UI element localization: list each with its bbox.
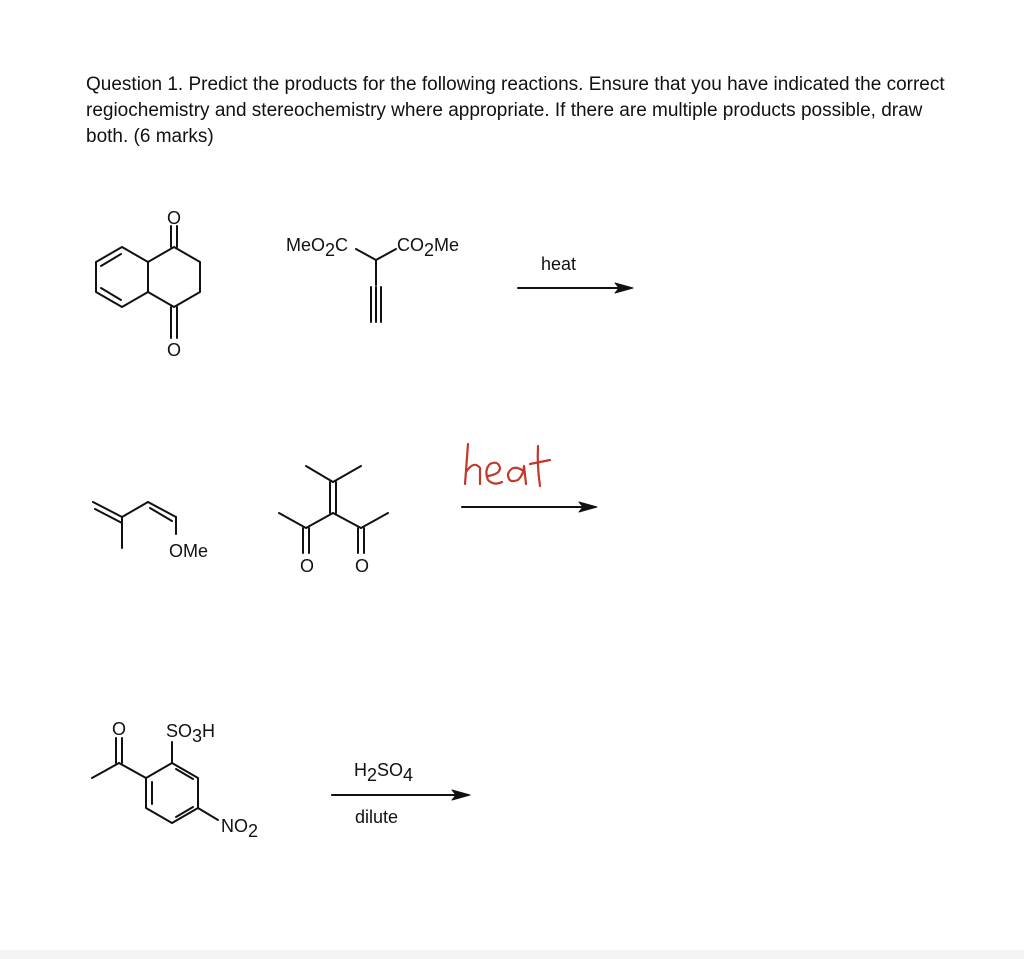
- benzene-ring: [146, 763, 198, 823]
- reaction-1-reactant-1-structure: [96, 208, 200, 360]
- reaction-2-reactant-2-structure: [279, 466, 388, 576]
- reaction-1-condition: heat: [541, 254, 577, 274]
- reaction-1: [96, 208, 633, 360]
- bottom-oxygen-label: O: [167, 340, 182, 360]
- reaction-3-reagent-above: H2SO4: [354, 760, 414, 785]
- left-acyl-bond: [306, 513, 333, 528]
- right-ester-label: CO2Me: [397, 235, 460, 260]
- acetyl-ring-bond: [119, 763, 146, 778]
- left-ring-bonds: [96, 247, 148, 307]
- left-ester-label: MeO2C: [286, 235, 349, 260]
- left-ring-double-bond-1: [101, 254, 121, 266]
- right-methyl-top: [333, 466, 361, 482]
- reaction-3-reagent-below: dilute: [355, 807, 399, 827]
- acetyl-methyl-bond: [92, 763, 119, 778]
- left-methyl-top: [306, 466, 333, 482]
- left-ring-double-bond-2: [101, 288, 121, 300]
- chain-bond-1: [122, 502, 148, 517]
- reaction-3: [92, 719, 470, 841]
- right-methyl-bond: [361, 513, 388, 528]
- top-oxygen-label: O: [167, 208, 182, 228]
- left-ester-bond: [356, 249, 376, 260]
- bottom-edge-strip: [0, 950, 1024, 959]
- right-ester-bond: [376, 249, 396, 260]
- sulfonic-acid-label: SO3H: [166, 721, 216, 746]
- right-ring-bonds: [148, 247, 200, 307]
- left-methyl-bond: [279, 513, 306, 528]
- right-oxygen-label: O: [355, 556, 370, 576]
- nitro-label: NO2: [221, 816, 259, 841]
- right-acyl-bond: [333, 513, 361, 528]
- reaction-2: [93, 444, 597, 576]
- reaction-3-reactant-structure: [92, 719, 258, 841]
- reaction-2-reactant-1-structure: [93, 502, 208, 561]
- left-oxygen-label: O: [300, 556, 315, 576]
- methoxy-label: OMe: [169, 541, 209, 561]
- reaction-1-reactant-2-structure: [286, 235, 459, 322]
- question-text: Question 1. Predict the products for the following reactions. Ensure that you have indicated the correct regiochemistry and stereochemistry where appropriate. If there are multiple products possible, draw both. (6 marks): [86, 74, 945, 147]
- reaction-2-handwritten-heat: [465, 444, 550, 486]
- carbonyl-oxygen-label: O: [112, 719, 127, 739]
- nitro-bond: [198, 808, 218, 820]
